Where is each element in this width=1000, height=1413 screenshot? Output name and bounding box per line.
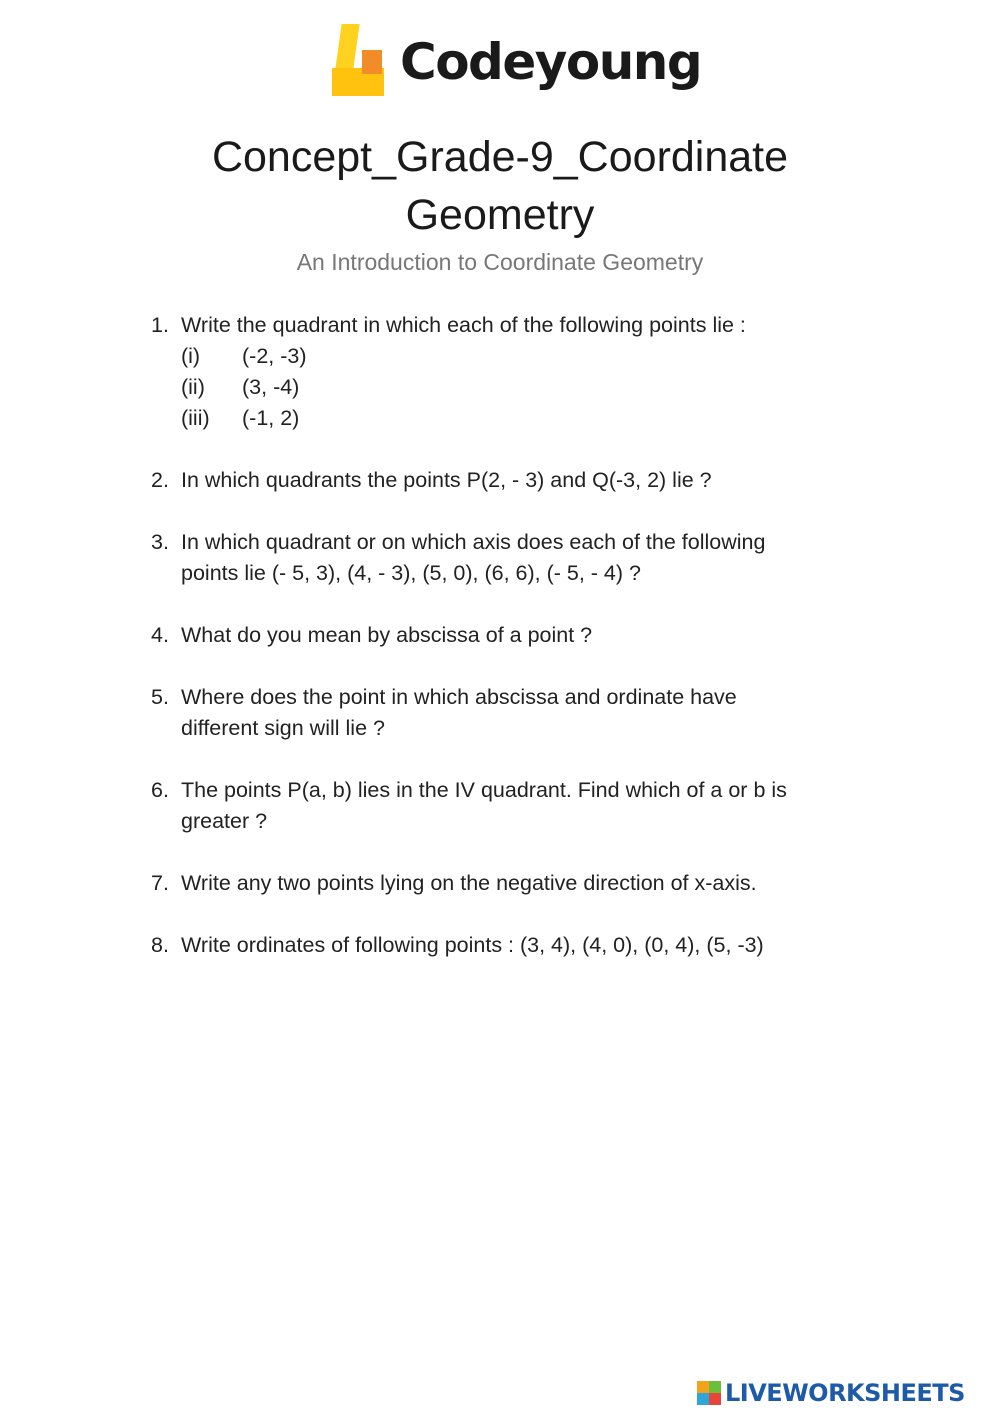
question-8 (151, 930, 871, 961)
question-1 (151, 310, 871, 434)
question-number: 2. (151, 468, 169, 492)
question-text: In which quadrants the points P(2, - 3) and Q(-3, 2) lie ? (181, 468, 712, 492)
sub-item-value: (3, -4) (242, 375, 300, 399)
question-list (151, 310, 871, 992)
sub-item-iii (181, 403, 871, 434)
question-text: different sign will lie ? (181, 716, 385, 740)
question-3 (151, 527, 871, 589)
question-6 (151, 775, 871, 837)
title-line-1: Concept_Grade-9_Coordinate (211, 133, 789, 181)
question-number: 5. (151, 685, 169, 709)
sub-item-value: (-2, -3) (242, 344, 307, 368)
question-number: 1. (151, 313, 169, 337)
question-number: 3. (151, 530, 169, 554)
question-7 (151, 868, 871, 899)
sub-item-label: (ii) (181, 375, 205, 399)
question-number: 4. (151, 623, 169, 647)
sub-item-i (181, 341, 871, 372)
question-number: 8. (151, 933, 169, 957)
liveworksheets-logo (697, 1377, 965, 1409)
question-text: Write the quadrant in which each of the following points lie : (181, 313, 746, 337)
sub-item-value: (-1, 2) (242, 406, 300, 430)
question-5 (151, 682, 871, 744)
question-text: What do you mean by abscissa of a point ? (181, 623, 593, 647)
sub-item-ii (181, 372, 871, 403)
question-4 (151, 620, 871, 651)
logo-text: Codeyoung (400, 33, 702, 91)
question-number: 7. (151, 871, 169, 895)
sub-item-label: (iii) (181, 406, 210, 430)
page-subtitle: An Introduction to Coordinate Geometry (296, 249, 704, 275)
question-text: In which quadrant or on which axis does each of the following (181, 530, 766, 554)
question-number: 6. (151, 778, 169, 802)
question-text: The points P(a, b) lies in the IV quadrant. Find which of a or b is (181, 778, 787, 802)
question-2 (151, 465, 871, 496)
question-text: Write any two points lying on the negative direction of x-axis. (181, 871, 757, 895)
page-title (100, 128, 900, 244)
codeyoung-logo-icon (332, 24, 388, 100)
codeyoung-logo (332, 22, 701, 102)
question-text: Where does the point in which abscissa and ordinate have (181, 685, 737, 709)
question-text: points lie (- 5, 3), (4, - 3), (5, 0), (6, 6), (- 5, - 4) ? (181, 561, 641, 585)
question-text: greater ? (181, 809, 268, 833)
question-text: Write ordinates of following points : (3, 4), (4, 0), (0, 4), (5, -3) (181, 933, 764, 957)
title-line-2: Geometry (405, 191, 595, 239)
liveworksheets-text: LIVEWORKSHEETS (725, 1379, 965, 1407)
sub-item-label: (i) (181, 344, 201, 368)
liveworksheets-icon (697, 1381, 721, 1405)
